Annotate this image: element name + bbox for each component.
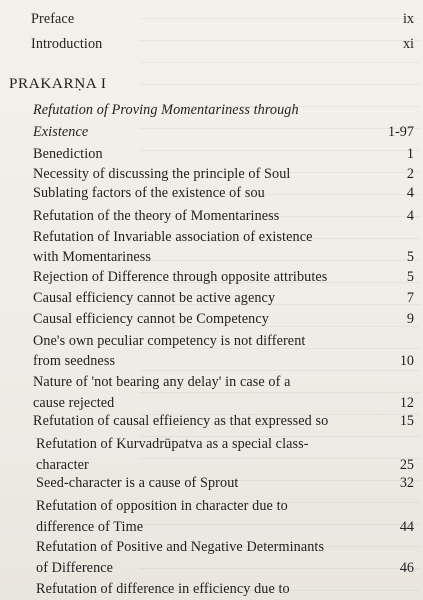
- toc-entry-title: Refutation of opposition in character due to: [36, 498, 288, 514]
- toc-entry: [0, 472, 423, 494]
- toc-entry: [0, 495, 423, 517]
- toc-entry-title: Refutation of Kurvadrūpatva as a special class-: [36, 436, 309, 452]
- toc-entry: [0, 182, 423, 204]
- toc-entry: [0, 536, 423, 558]
- toc-entry-page: 15: [399, 413, 414, 429]
- toc-entry-page: xi: [402, 36, 414, 52]
- toc-entry: [0, 350, 423, 372]
- toc-entry-page: 9: [406, 311, 414, 327]
- toc-entry-title: Refutation of difference in efficiency due to: [36, 581, 290, 597]
- section-subtitle-line-2: [0, 121, 423, 143]
- section-subtitle-text: Refutation of Proving Momentariness through: [33, 102, 299, 118]
- toc-entry-title: Refutation of causal effieiency as that expressed so: [33, 413, 329, 429]
- toc-entry-title: with Momentariness: [33, 249, 152, 265]
- toc-entry-title: Preface: [31, 11, 75, 27]
- section-subtitle-text: Existence: [33, 124, 89, 140]
- toc-entry-title: Causal efficiency cannot be active agency: [33, 290, 276, 306]
- toc-entry-title: character: [36, 457, 89, 473]
- toc-entry-page: 2: [406, 166, 414, 182]
- toc-entry: [0, 578, 423, 600]
- toc-entry: [0, 516, 423, 538]
- toc-entry-title: from seedness: [33, 353, 116, 369]
- toc-entry-page: 4: [406, 208, 414, 224]
- toc-entry: [0, 371, 423, 393]
- toc-entry-title: Sublating factors of the existence of sou: [33, 185, 265, 201]
- toc-entry-page: 4: [406, 185, 414, 201]
- toc-entry-title: cause rejected: [33, 395, 115, 411]
- toc-entry-page: 10: [399, 353, 414, 369]
- toc-entry-page: ix: [402, 11, 414, 27]
- toc-entry-introduction: [0, 33, 423, 55]
- toc-entry-page: 44: [399, 519, 414, 535]
- section-page-range: 1-97: [387, 124, 414, 140]
- toc-entry: [0, 410, 423, 432]
- toc-entry-title: of Difference: [36, 560, 114, 576]
- toc-entry: [0, 143, 423, 165]
- toc-entry-preface: [0, 8, 423, 30]
- toc-entry-title: Necessity of discussing the principle of Soul: [33, 166, 291, 182]
- toc-entry-page: 5: [406, 269, 414, 285]
- toc-entry-title: difference of Time: [36, 519, 144, 535]
- toc-entry-title: Introduction: [31, 36, 103, 52]
- toc-entry: [0, 226, 423, 248]
- section-subtitle-line-1: [0, 99, 423, 121]
- toc-entry: [0, 308, 423, 330]
- toc-entry-title: Benediction: [33, 146, 103, 162]
- toc-entry-page: 46: [399, 560, 414, 576]
- toc-entry: [0, 266, 423, 288]
- toc-entry-title: Refutation of Invariable association of existence: [33, 229, 313, 245]
- toc-entry: [0, 287, 423, 309]
- toc-entry-title: Refutation of the theory of Momentariness: [33, 208, 280, 224]
- toc-entry-title: Causal efficiency cannot be Competency: [33, 311, 269, 327]
- toc-entry: [0, 246, 423, 268]
- toc-entry-title: One's own peculiar competency is not different: [33, 333, 306, 349]
- toc-entry-title: Refutation of Positive and Negative Determinants: [36, 539, 325, 555]
- toc-entry-page: 25: [399, 457, 414, 473]
- toc-entry-title: Rejection of Difference through opposite attributes: [33, 269, 328, 285]
- toc-entry-title: Seed-character is a cause of Sprout: [36, 475, 239, 491]
- toc-entry-page: 7: [406, 290, 414, 306]
- toc-entry: [0, 205, 423, 227]
- section-heading: [0, 73, 423, 95]
- toc-entry-page: 5: [406, 249, 414, 265]
- toc-entry: [0, 330, 423, 352]
- section-heading-text: PRAKARṆA I: [9, 75, 107, 92]
- toc-entry-page: 1: [406, 146, 414, 162]
- toc-entry-page: 12: [399, 395, 414, 411]
- toc-entry-page: 32: [399, 475, 414, 491]
- toc-entry: [0, 557, 423, 579]
- toc-entry-title: Nature of 'not bearing any delay' in case of a: [33, 374, 291, 390]
- toc-entry: [0, 433, 423, 455]
